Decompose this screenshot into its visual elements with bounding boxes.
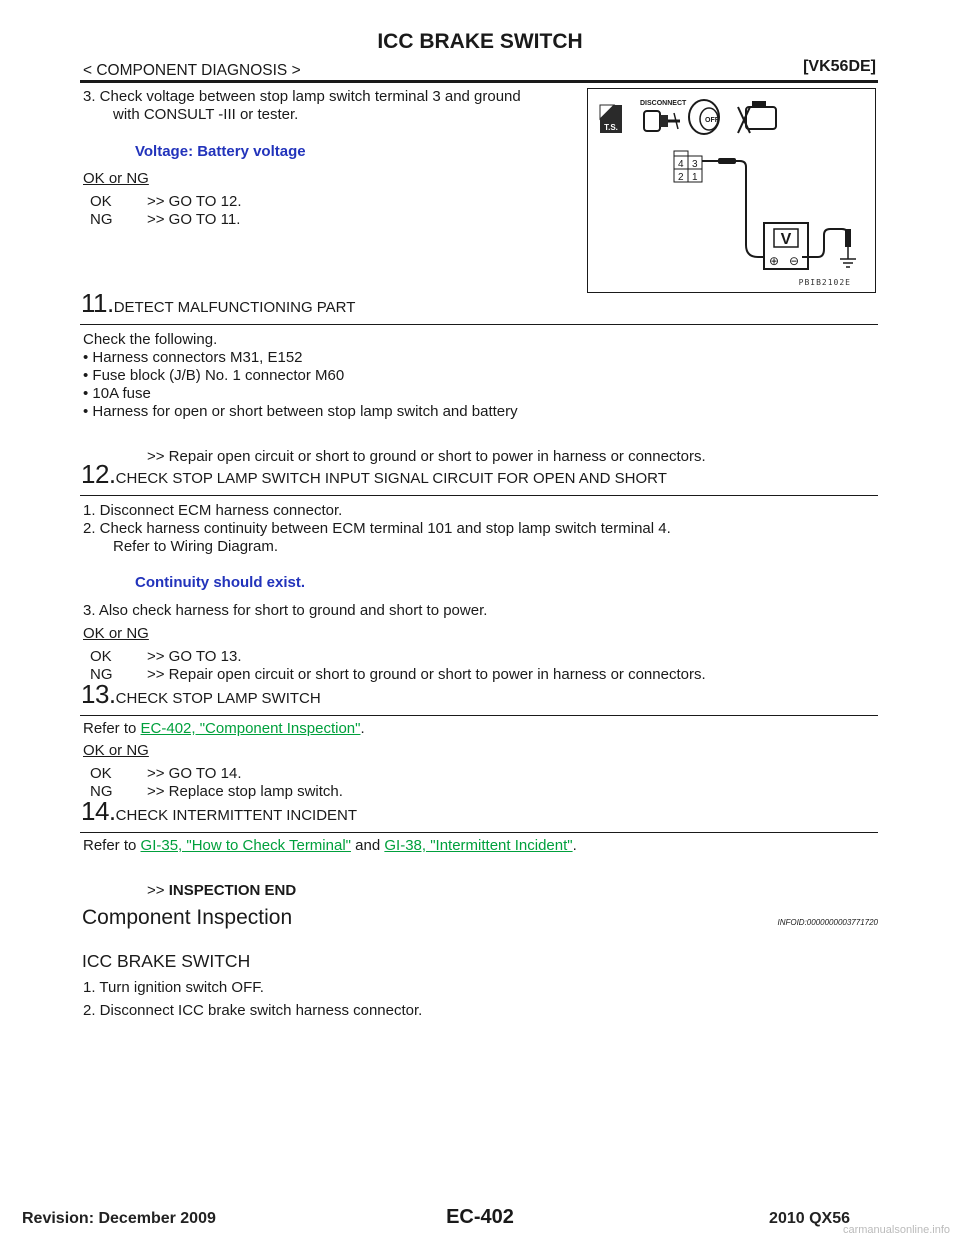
step14-end xyxy=(147,882,296,900)
step11-result: >> Repair open circuit or short to ground or short to power in harness or connectors. xyxy=(147,448,706,465)
ts-icon xyxy=(600,105,622,133)
svg-text:⊕: ⊕ xyxy=(769,254,780,268)
step12-rule xyxy=(80,495,878,496)
refer-prefix: Refer to xyxy=(83,720,141,737)
component-inspection-link[interactable]: EC-402, "Component Inspection" xyxy=(140,720,361,737)
voltage-check-diagram xyxy=(587,88,876,293)
svg-text:3: 3 xyxy=(692,159,698,170)
voltage-spec: Voltage: Battery voltage xyxy=(135,143,306,160)
refer-prefix: Refer to xyxy=(83,837,141,854)
ground-probe xyxy=(845,229,851,247)
step10-item3-line1: 3. Check voltage between stop lamp switch terminal 3 and ground xyxy=(83,88,521,105)
refer-and: and xyxy=(350,837,385,854)
step12-number: 12. xyxy=(81,459,116,489)
svg-text:1: 1 xyxy=(692,172,698,183)
header-rule xyxy=(80,80,878,83)
stop-lamp-switch-connector xyxy=(674,151,702,183)
intermittent-incident-link[interactable]: GI-38, "Intermittent Incident" xyxy=(384,837,573,854)
step11-title: DETECT MALFUNCTIONING PART xyxy=(113,299,356,316)
svg-text:2: 2 xyxy=(678,172,684,183)
step11-rule xyxy=(80,324,878,325)
ok-result: >> GO TO 13. xyxy=(147,648,242,665)
ok-result: >> GO TO 14. xyxy=(147,765,242,782)
ok-label: OK xyxy=(90,193,112,210)
list-item: • 10A fuse xyxy=(83,385,151,402)
ok-or-ng-label: OK or NG xyxy=(83,625,149,642)
step14-refer xyxy=(83,837,577,855)
continuity-spec: Continuity should exist. xyxy=(135,574,306,591)
list-item: • Fuse block (J/B) No. 1 connector M60 xyxy=(83,367,345,384)
info-id: INFOID:0000000003771720 xyxy=(777,918,878,927)
step14-heading xyxy=(81,796,357,827)
probe-handle xyxy=(718,158,736,164)
svg-text:T.S.: T.S. xyxy=(604,123,618,132)
svg-text:4: 4 xyxy=(678,159,684,170)
ok-label: OK xyxy=(90,648,112,665)
ok-or-ng-label: OK or NG xyxy=(83,170,149,187)
step12-heading xyxy=(81,459,667,490)
step13-title: CHECK STOP LAMP SWITCH xyxy=(115,690,321,707)
end-prefix: >> xyxy=(147,882,169,899)
svg-text:V: V xyxy=(780,231,792,248)
step12-title: CHECK STOP LAMP SWITCH INPUT SIGNAL CIRCUIT FOR OPEN AND SHORT xyxy=(115,470,667,487)
step11-heading xyxy=(81,288,355,319)
icc-brake-switch-subheading: ICC BRAKE SWITCH xyxy=(82,951,251,971)
step13-rule xyxy=(80,715,878,716)
inspection-item1: 1. Turn ignition switch OFF. xyxy=(83,979,264,996)
ng-label: NG xyxy=(90,666,113,683)
ng-result: >> Repair open circuit or short to ground or short to power in harness or connectors. xyxy=(147,666,706,683)
vehicle-model-year: 2010 QX56 xyxy=(769,1210,850,1227)
step12-item2-line2: Refer to Wiring Diagram. xyxy=(113,538,279,555)
step14-number: 14. xyxy=(81,796,116,826)
step12-item2-line1: 2. Check harness continuity between ECM terminal 101 and stop lamp switch terminal 4. xyxy=(83,520,671,537)
figure-code: PBIB2102E xyxy=(798,278,851,287)
step11-number: 11. xyxy=(81,288,114,318)
list-item: • Harness connectors M31, E152 xyxy=(83,349,303,366)
step13-heading xyxy=(81,679,321,710)
ok-result: >> GO TO 12. xyxy=(147,193,242,210)
how-to-check-terminal-link[interactable]: GI-35, "How to Check Terminal" xyxy=(140,837,351,854)
section-label: < COMPONENT DIAGNOSIS > xyxy=(83,62,301,79)
wiring-diagram-svg xyxy=(588,89,874,291)
ng-label: NG xyxy=(90,783,113,800)
disconnect-icon xyxy=(640,100,687,131)
refer-suffix: . xyxy=(360,720,365,737)
step12-item3: 3. Also check harness for short to ground and short to power. xyxy=(83,602,488,619)
inspection-item2: 2. Disconnect ICC brake switch harness connector. xyxy=(83,1002,423,1019)
revision-date: Revision: December 2009 xyxy=(22,1210,216,1227)
step10-item3-line2: with CONSULT -III or tester. xyxy=(113,106,299,123)
page-number: EC-402 xyxy=(446,1206,514,1228)
list-item: • Harness for open or short between stop lamp switch and battery xyxy=(83,403,518,420)
ng-result: >> GO TO 11. xyxy=(147,211,241,228)
engine-model: [VK56DE] xyxy=(803,58,876,75)
step14-rule xyxy=(80,832,878,833)
ng-label: NG xyxy=(90,211,113,228)
page-title: ICC BRAKE SWITCH xyxy=(377,30,583,53)
svg-text:OFF: OFF xyxy=(705,117,719,124)
step11-intro: Check the following. xyxy=(83,331,218,348)
voltmeter xyxy=(764,223,808,269)
step14-title: CHECK INTERMITTENT INCIDENT xyxy=(115,807,358,824)
ignition-off-icon xyxy=(689,100,720,134)
refer-suffix: . xyxy=(572,837,577,854)
ok-label: OK xyxy=(90,765,112,782)
step12-item1: 1. Disconnect ECM harness connector. xyxy=(83,502,343,519)
svg-text:⊖: ⊖ xyxy=(789,254,800,268)
step13-number: 13. xyxy=(81,679,116,709)
component-inspection-heading: Component Inspection xyxy=(82,906,293,929)
watermark: carmanualsonline.info xyxy=(842,1224,950,1236)
ok-or-ng-label: OK or NG xyxy=(83,742,149,759)
inspection-end: INSPECTION END xyxy=(168,882,297,899)
svg-text:DISCONNECT: DISCONNECT xyxy=(640,100,687,107)
ground-symbol xyxy=(840,247,856,267)
engine-off-icon xyxy=(738,101,776,133)
ng-result: >> Replace stop lamp switch. xyxy=(147,783,343,800)
step13-refer xyxy=(83,720,365,738)
